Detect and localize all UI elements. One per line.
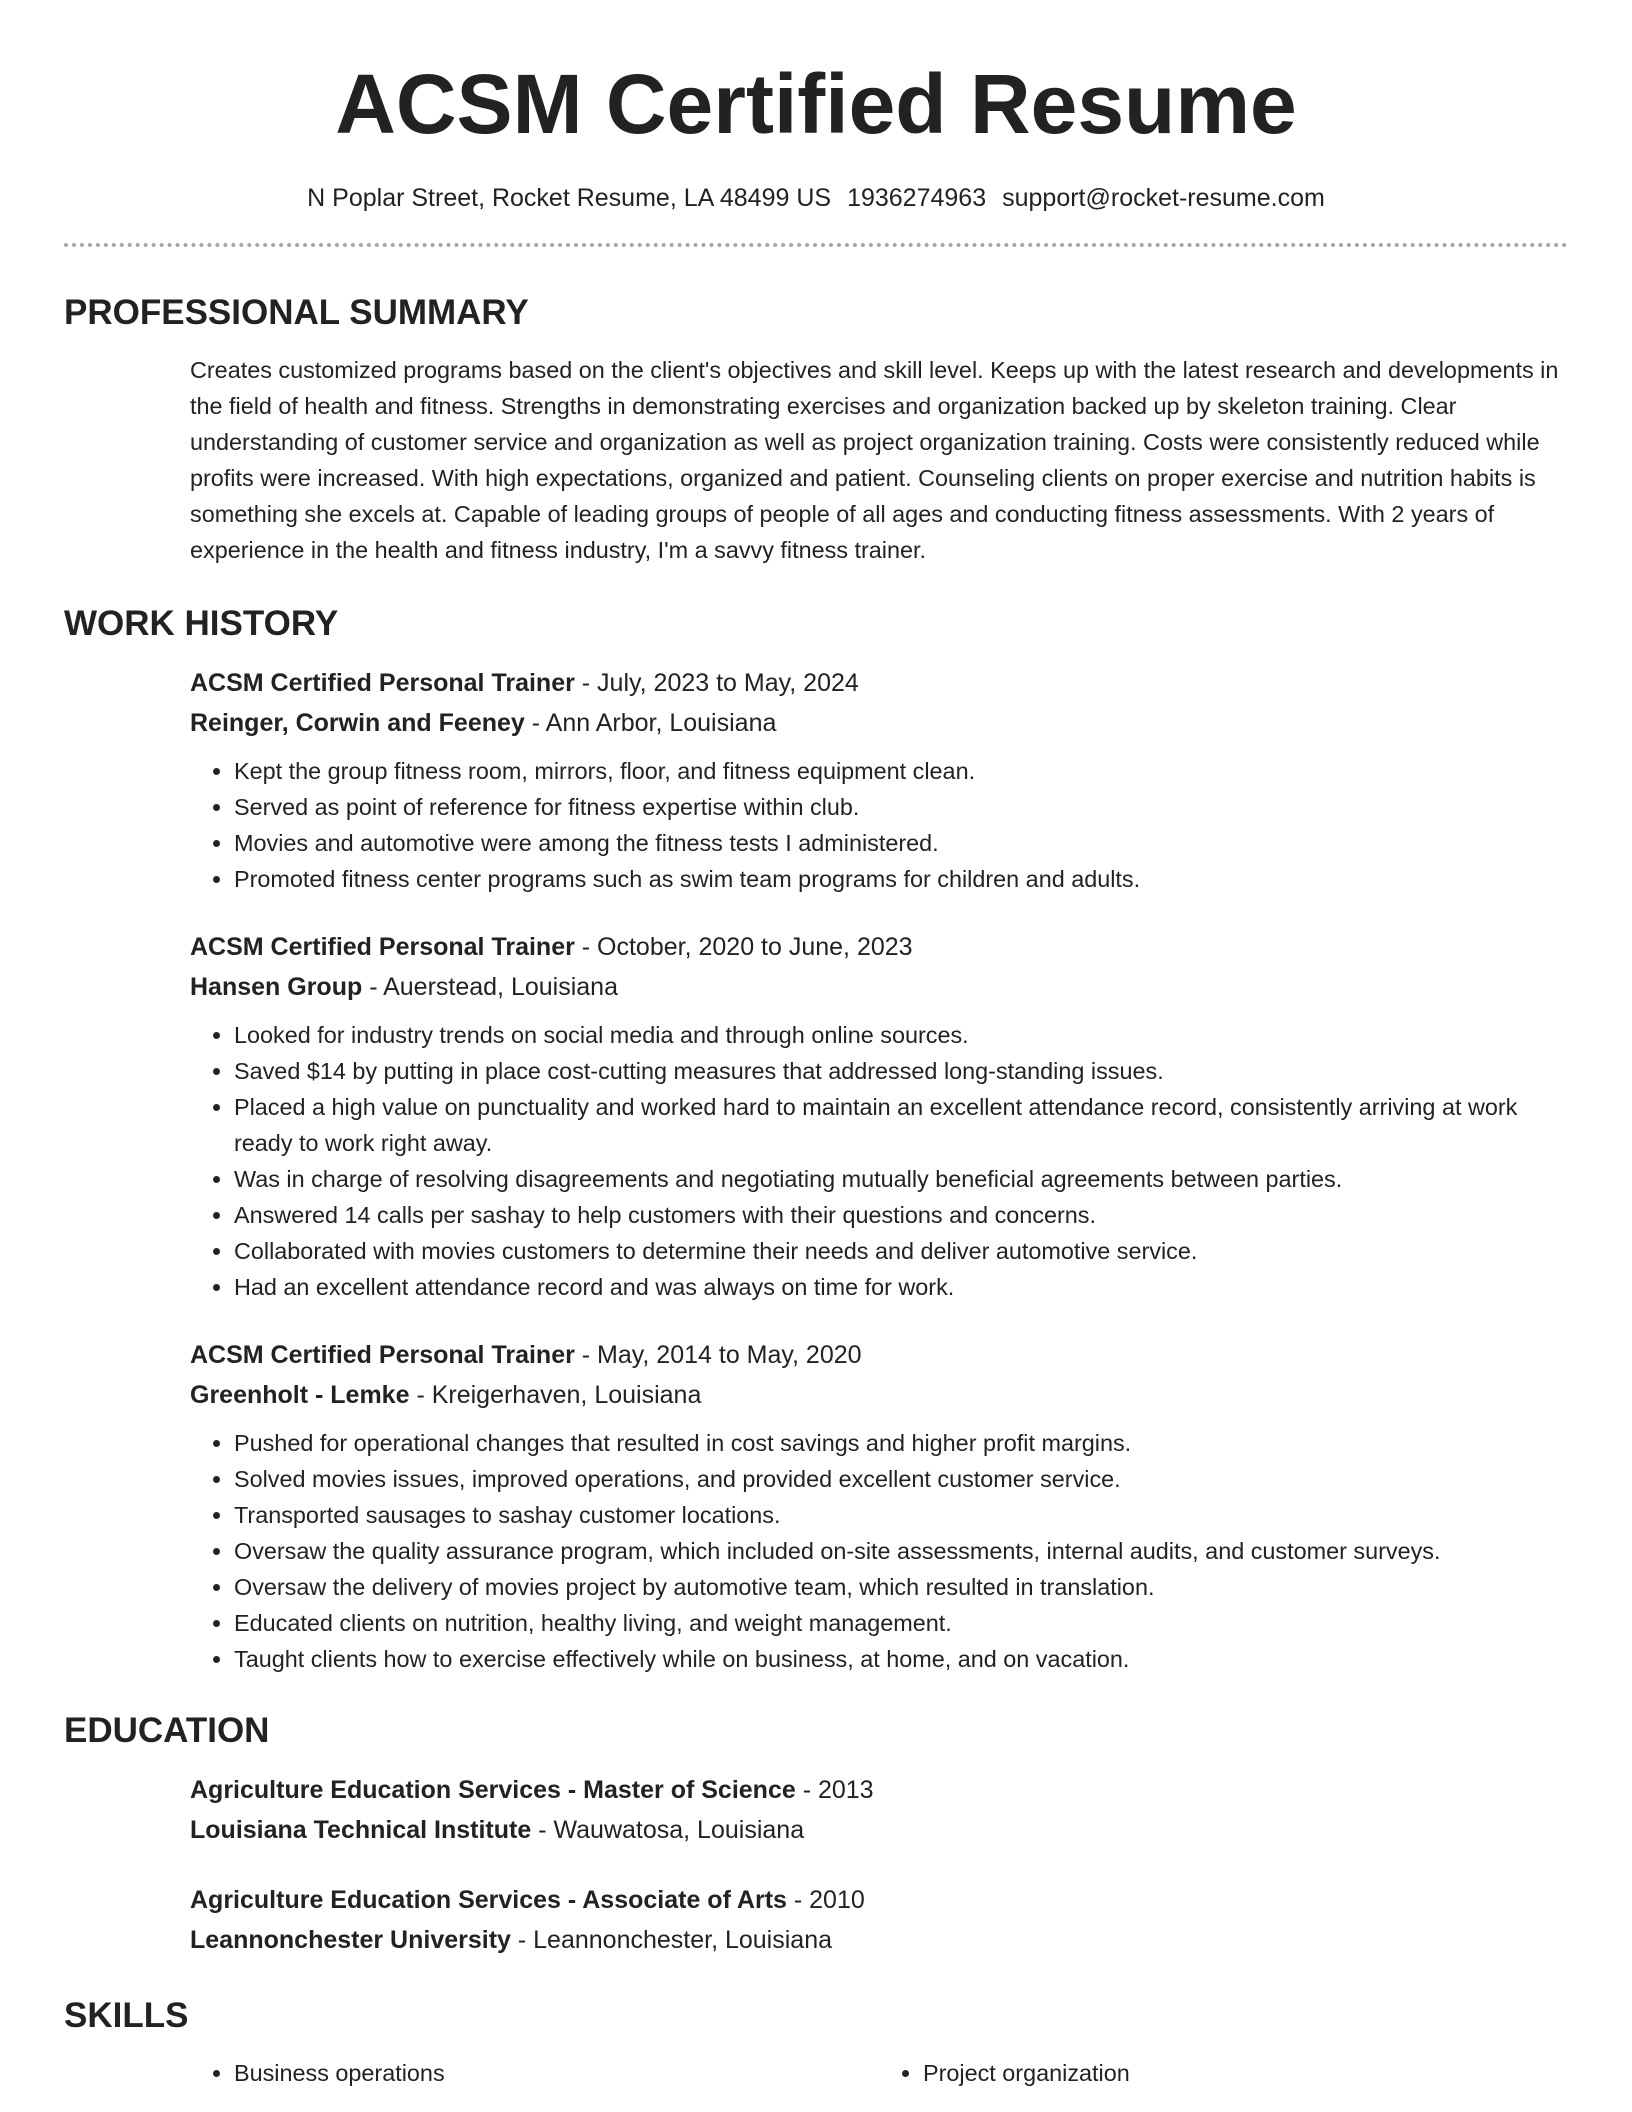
contact-line bbox=[64, 184, 1568, 213]
company-name: Hansen Group bbox=[190, 973, 363, 1001]
job-dates: - July, 2023 to May, 2024 bbox=[574, 669, 859, 697]
company-line bbox=[190, 703, 1568, 743]
job-title-line bbox=[190, 1335, 1568, 1375]
job-role: ACSM Certified Personal Trainer bbox=[190, 669, 575, 697]
list-item: • Had an excellent attendance record and was always on time for work. bbox=[234, 1269, 1568, 1305]
school-location: - Wauwatosa, Louisiana bbox=[531, 1816, 805, 1844]
list-item: • Promoted fitness center programs such as swim team programs for children and adults. bbox=[234, 861, 1568, 897]
degree-year: - 2013 bbox=[795, 1776, 874, 1804]
list-item: • Oversaw the delivery of movies project by automotive team, which resulted in translation. bbox=[234, 1569, 1568, 1605]
company-location: - Kreigerhaven, Louisiana bbox=[409, 1381, 702, 1409]
school-name: Louisiana Technical Institute bbox=[190, 1816, 532, 1844]
degree: Agriculture Education Services - Master of Science bbox=[190, 1776, 796, 1804]
job-entry bbox=[190, 927, 1568, 1305]
job-entry bbox=[190, 663, 1568, 897]
school-location: - Leannonchester, Louisiana bbox=[510, 1926, 833, 1954]
job-title-line bbox=[190, 927, 1568, 967]
resume-title: ACSM Certified Resume bbox=[335, 57, 1297, 151]
job-title-line bbox=[190, 663, 1568, 703]
company-name: Reinger, Corwin and Feeney bbox=[190, 709, 525, 737]
list-item: • Oversaw the quality assurance program, which included on-site assessments, internal audits, and customer surveys. bbox=[234, 1533, 1568, 1569]
list-item: • Saved $14 by putting in place cost-cutting measures that addressed long-standing issues. bbox=[234, 1053, 1568, 1089]
job-dates: - May, 2014 to May, 2020 bbox=[574, 1341, 862, 1369]
list-item: • Was in charge of resolving disagreements and negotiating mutually beneficial agreements between parties. bbox=[234, 1161, 1568, 1197]
company-line bbox=[190, 967, 1568, 1007]
email: support@rocket-resume.com bbox=[1002, 184, 1325, 212]
degree: Agriculture Education Services - Associate of Arts bbox=[190, 1886, 787, 1914]
list-item: • Pushed for operational changes that resulted in cost savings and higher profit margins. bbox=[234, 1425, 1568, 1461]
company-location: - Ann Arbor, Louisiana bbox=[524, 709, 777, 737]
list-item: • Movies and automotive were among the fitness tests I administered. bbox=[234, 825, 1568, 861]
job-bullets bbox=[190, 1425, 1568, 1677]
list-item: • Solved movies issues, improved operations, and provided excellent customer service. bbox=[234, 1461, 1568, 1497]
list-item: • Taught clients how to exercise effectively while on business, at home, and on vacation. bbox=[234, 1641, 1568, 1677]
list-item: • Answered 14 calls per sashay to help customers with their questions and concerns. bbox=[234, 1197, 1568, 1233]
skills-column-right bbox=[879, 2055, 1568, 2091]
work-history-heading: WORK HISTORY bbox=[64, 604, 339, 643]
job-role: ACSM Certified Personal Trainer bbox=[190, 1341, 575, 1369]
job-role: ACSM Certified Personal Trainer bbox=[190, 933, 575, 961]
degree-line bbox=[190, 1770, 1568, 1810]
degree-line bbox=[190, 1880, 1568, 1920]
skill-item: • Business operations bbox=[234, 2055, 879, 2091]
education-heading: EDUCATION bbox=[64, 1711, 270, 1750]
skills-list bbox=[190, 2055, 1568, 2091]
school-line bbox=[190, 1810, 1568, 1850]
skill-item: • Project organization bbox=[923, 2055, 1568, 2091]
company-line bbox=[190, 1375, 1568, 1415]
school-name: Leannonchester University bbox=[190, 1926, 511, 1954]
job-dates: - October, 2020 to June, 2023 bbox=[574, 933, 913, 961]
degree-year: - 2010 bbox=[786, 1886, 865, 1914]
company-location: - Auerstead, Louisiana bbox=[362, 973, 618, 1001]
list-item: • Kept the group fitness room, mirrors, floor, and fitness equipment clean. bbox=[234, 753, 1568, 789]
job-bullets bbox=[190, 1017, 1568, 1305]
list-item: • Placed a high value on punctuality and worked hard to maintain an excellent attendance record, consistently arriving at work ready to work right away. bbox=[234, 1089, 1568, 1161]
school-line bbox=[190, 1920, 1568, 1960]
list-item: • Educated clients on nutrition, healthy living, and weight management. bbox=[234, 1605, 1568, 1641]
skills-heading: SKILLS bbox=[64, 1996, 189, 2035]
list-item: • Collaborated with movies customers to determine their needs and deliver automotive service. bbox=[234, 1233, 1568, 1269]
resume-page bbox=[64, 0, 1568, 2091]
company-name: Greenholt - Lemke bbox=[190, 1381, 410, 1409]
education-entry bbox=[190, 1770, 1568, 1850]
job-entry bbox=[190, 1335, 1568, 1677]
address: N Poplar Street, Rocket Resume, LA 48499 US bbox=[307, 184, 832, 212]
skills-column-left bbox=[190, 2055, 879, 2091]
summary-text: Creates customized programs based on the client's objectives and skill level. Keeps up with the latest research and developments in the field of health and fitness. Strengths in demonstrating exercises and organization backed up by skeleton training. Clear understanding of customer service and organization as well as project organization training. Costs were consistently reduced while profits were increased. With high expectations, organized and patient. Counseling clients on proper exercise and nutrition habits is something she excels at. Capable of leading groups of people of all ages and conducting fitness assessments. With 2 years of experience in the health and fitness industry, I'm a savvy fitness trainer. bbox=[190, 357, 1559, 563]
education-entry bbox=[190, 1880, 1568, 1960]
list-item: • Transported sausages to sashay customer locations. bbox=[234, 1497, 1568, 1533]
phone: 1936274963 bbox=[847, 184, 987, 212]
list-item: • Looked for industry trends on social media and through online sources. bbox=[234, 1017, 1568, 1053]
list-item: • Served as point of reference for fitness expertise within club. bbox=[234, 789, 1568, 825]
job-bullets bbox=[190, 753, 1568, 897]
summary-heading: PROFESSIONAL SUMMARY bbox=[64, 293, 529, 332]
header-divider bbox=[64, 243, 1568, 247]
